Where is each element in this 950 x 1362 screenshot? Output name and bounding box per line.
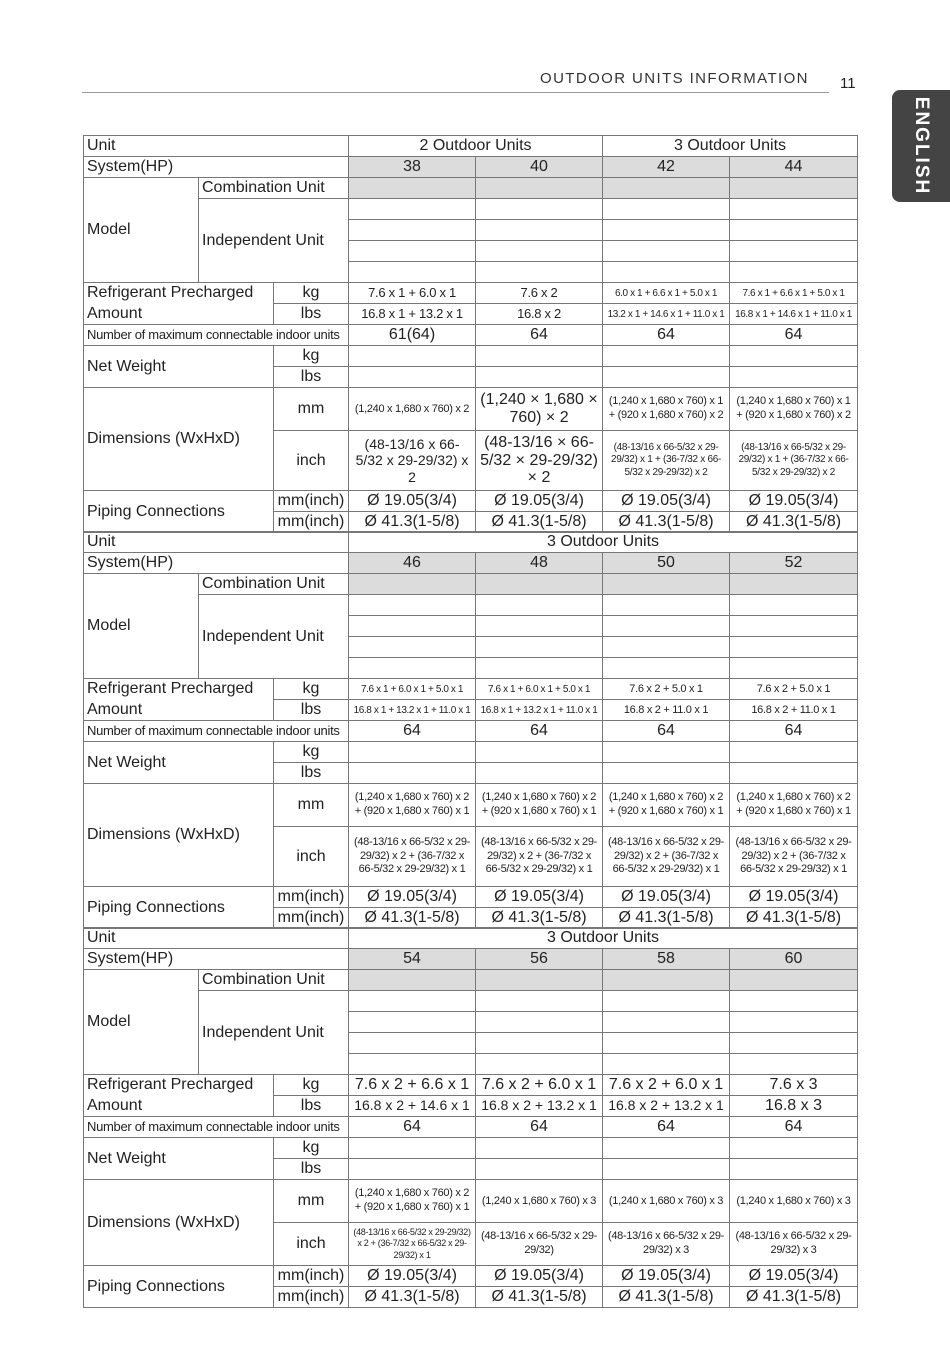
unit-mm-label: mm: [274, 388, 349, 431]
unit-mm-inch-label: mm(inch): [274, 1266, 349, 1287]
unit-mm-inch-label: mm(inch): [274, 512, 349, 533]
unit-kg-label: kg: [274, 1138, 349, 1159]
independent-unit-label: Independent Unit: [199, 595, 349, 679]
dimension-mm-value: (1,240 x 1,680 x 760) x 3: [730, 1180, 858, 1223]
piping-value: Ø 19.05(3/4): [476, 1266, 603, 1287]
page-number: 11: [840, 75, 856, 92]
empty-cell: [349, 637, 476, 658]
unit-mm-inch-label: mm(inch): [274, 908, 349, 929]
max-indoor-units-label: Number of maximum connectable indoor units: [84, 1117, 349, 1138]
empty-cell: [603, 763, 730, 784]
refrigerant-kg-value: 7.6 x 2 + 5.0 x 1: [603, 679, 730, 700]
max-indoor-value: 64: [730, 721, 858, 742]
unit-group-header: 3 Outdoor Units: [603, 136, 858, 157]
empty-cell: [476, 1159, 603, 1180]
hp-value: 54: [349, 949, 476, 970]
piping-connections-label: Piping Connections: [84, 1266, 274, 1308]
header-divider: [82, 92, 829, 93]
unit-mm-inch-label: mm(inch): [274, 491, 349, 512]
empty-cell: [349, 367, 476, 388]
piping-value: Ø 41.3(1-5/8): [476, 908, 603, 929]
dimension-mm-value: (1,240 × 1,680 × 760) × 2: [476, 388, 603, 431]
empty-cell: [349, 346, 476, 367]
max-indoor-units-label: Number of maximum connectable indoor units: [84, 721, 349, 742]
empty-cell: [476, 991, 603, 1012]
refrigerant-lbs-value: 16.8 x 1 + 13.2 x 1 + 11.0 x 1: [349, 700, 476, 721]
dimension-mm-value: (1,240 x 1,680 x 760) x 2 + (920 x 1,680 x 760) x 1: [349, 784, 476, 827]
empty-cell: [730, 367, 858, 388]
model-label: Model: [84, 178, 199, 283]
max-indoor-value: 64: [603, 325, 730, 346]
empty-cell: [476, 616, 603, 637]
refrigerant-lbs-value: 16.8 x 2: [476, 304, 603, 325]
empty-cell: [349, 178, 476, 199]
empty-cell: [476, 637, 603, 658]
piping-value: Ø 19.05(3/4): [730, 1266, 858, 1287]
spec-table-3: [83, 927, 858, 1308]
piping-value: Ø 41.3(1-5/8): [476, 512, 603, 533]
empty-cell: [349, 262, 476, 283]
max-indoor-value: 64: [349, 1117, 476, 1138]
empty-cell: [349, 574, 476, 595]
empty-cell: [603, 991, 730, 1012]
empty-cell: [603, 178, 730, 199]
empty-cell: [730, 595, 858, 616]
empty-cell: [730, 637, 858, 658]
empty-cell: [349, 1033, 476, 1054]
empty-cell: [730, 220, 858, 241]
refrigerant-lbs-value: 13.2 x 1 + 14.6 x 1 + 11.0 x 1: [603, 304, 730, 325]
empty-cell: [349, 241, 476, 262]
empty-cell: [476, 241, 603, 262]
empty-cell: [730, 742, 858, 763]
hp-value: 48: [476, 553, 603, 574]
empty-cell: [603, 220, 730, 241]
refrigerant-label: Refrigerant Precharged: [84, 679, 274, 700]
max-indoor-value: 64: [730, 325, 858, 346]
dimension-inch-value: (48-13/16 x 66-5/32 x 29-29/32) x 2: [349, 431, 476, 491]
piping-value: Ø 41.3(1-5/8): [603, 908, 730, 929]
dimension-mm-value: (1,240 x 1,680 x 760) x 2 + (920 x 1,680 x 760) x 1: [476, 784, 603, 827]
dimension-inch-value: (48-13/16 x 66-5/32 x 29-29/32) x 2 + (36-7/32 x 66-5/32 x 29-29/32) x 1: [349, 827, 476, 887]
empty-cell: [730, 574, 858, 595]
empty-cell: [476, 658, 603, 679]
empty-cell: [603, 346, 730, 367]
empty-cell: [476, 970, 603, 991]
piping-connections-label: Piping Connections: [84, 491, 274, 533]
dimension-mm-value: (1,240 x 1,680 x 760) x 2 + (920 x 1,680 x 760) x 1: [349, 1180, 476, 1223]
combination-unit-label: Combination Unit: [199, 970, 349, 991]
empty-cell: [349, 1054, 476, 1075]
max-indoor-value: 61(64): [349, 325, 476, 346]
piping-value: Ø 19.05(3/4): [349, 1266, 476, 1287]
unit-kg-label: kg: [274, 742, 349, 763]
dimension-mm-value: (1,240 x 1,680 x 760) x 1 + (920 x 1,680 x 760) x 2: [730, 388, 858, 431]
unit-lbs-label: lbs: [274, 1159, 349, 1180]
unit-mm-inch-label: mm(inch): [274, 887, 349, 908]
unit-label: Unit: [84, 136, 349, 157]
refrigerant-amount-label: Amount: [84, 304, 274, 325]
independent-unit-label: Independent Unit: [199, 199, 349, 283]
combination-unit-label: Combination Unit: [199, 178, 349, 199]
refrigerant-kg-value: 6.0 x 1 + 6.6 x 1 + 5.0 x 1: [603, 283, 730, 304]
spec-table-1: [83, 135, 858, 533]
max-indoor-value: 64: [603, 721, 730, 742]
refrigerant-lbs-value: 16.8 x 2 + 13.2 x 1: [476, 1096, 603, 1117]
dimension-inch-value: (48-13/16 x 66-5/32 x 29-29/32) x 3: [730, 1223, 858, 1266]
dimension-inch-value: (48-13/16 × 66-5/32 × 29-29/32) × 2: [476, 431, 603, 491]
unit-inch-label: inch: [274, 827, 349, 887]
empty-cell: [349, 742, 476, 763]
empty-cell: [603, 574, 730, 595]
empty-cell: [476, 199, 603, 220]
independent-unit-label: Independent Unit: [199, 991, 349, 1075]
empty-cell: [349, 1012, 476, 1033]
piping-value: Ø 41.3(1-5/8): [730, 512, 858, 533]
piping-value: Ø 41.3(1-5/8): [730, 908, 858, 929]
dimension-mm-value: (1,240 x 1,680 x 760) x 2 + (920 x 1,680 x 760) x 1: [730, 784, 858, 827]
model-label: Model: [84, 574, 199, 679]
unit-kg-label: kg: [274, 679, 349, 700]
empty-cell: [730, 1159, 858, 1180]
empty-cell: [730, 1012, 858, 1033]
piping-value: Ø 41.3(1-5/8): [349, 1287, 476, 1308]
refrigerant-kg-value: 7.6 x 2: [476, 283, 603, 304]
empty-cell: [603, 616, 730, 637]
unit-lbs-label: lbs: [274, 700, 349, 721]
unit-group-header: 3 Outdoor Units: [349, 532, 858, 553]
empty-cell: [349, 616, 476, 637]
piping-value: Ø 41.3(1-5/8): [476, 1287, 603, 1308]
empty-cell: [603, 742, 730, 763]
empty-cell: [349, 199, 476, 220]
empty-cell: [603, 637, 730, 658]
unit-inch-label: inch: [274, 431, 349, 491]
empty-cell: [603, 1138, 730, 1159]
language-tab-label: ENGLISH: [911, 96, 932, 196]
unit-label: Unit: [84, 532, 349, 553]
empty-cell: [730, 1033, 858, 1054]
dimension-inch-value: (48-13/16 x 66-5/32 x 29-29/32) x 1 + (36-7/32 x 66-5/32 x 29-29/32) x 2: [730, 431, 858, 491]
empty-cell: [476, 367, 603, 388]
piping-value: Ø 41.3(1-5/8): [349, 512, 476, 533]
dimensions-label: Dimensions (WxHxD): [84, 784, 274, 887]
model-label: Model: [84, 970, 199, 1075]
empty-cell: [603, 241, 730, 262]
refrigerant-lbs-value: 16.8 x 2 + 13.2 x 1: [603, 1096, 730, 1117]
refrigerant-lbs-value: 16.8 x 2 + 14.6 x 1: [349, 1096, 476, 1117]
dimension-mm-value: (1,240 x 1,680 x 760) x 3: [603, 1180, 730, 1223]
empty-cell: [476, 220, 603, 241]
dimension-inch-value: (48-13/16 x 66-5/32 x 29-29/32) x 2 + (36-7/32 x 66-5/32 x 29-29/32) x 1: [349, 1223, 476, 1266]
piping-connections-label: Piping Connections: [84, 887, 274, 929]
empty-cell: [349, 991, 476, 1012]
empty-cell: [730, 1138, 858, 1159]
dimension-inch-value: (48-13/16 x 66-5/32 x 29-29/32) x 3: [603, 1223, 730, 1266]
max-indoor-value: 64: [476, 721, 603, 742]
refrigerant-kg-value: 7.6 x 1 + 6.0 x 1 + 5.0 x 1: [349, 679, 476, 700]
language-tab: [892, 90, 950, 202]
unit-kg-label: kg: [274, 346, 349, 367]
empty-cell: [730, 241, 858, 262]
refrigerant-kg-value: 7.6 x 1 + 6.0 x 1 + 5.0 x 1: [476, 679, 603, 700]
empty-cell: [603, 1033, 730, 1054]
piping-value: Ø 41.3(1-5/8): [603, 512, 730, 533]
piping-value: Ø 19.05(3/4): [349, 491, 476, 512]
unit-group-header: 2 Outdoor Units: [349, 136, 603, 157]
empty-cell: [476, 178, 603, 199]
dimension-mm-value: (1,240 x 1,680 x 760) x 2 + (920 x 1,680 x 760) x 1: [603, 784, 730, 827]
empty-cell: [349, 595, 476, 616]
refrigerant-amount-label: Amount: [84, 1096, 274, 1117]
refrigerant-kg-value: 7.6 x 3: [730, 1075, 858, 1096]
spec-table-2: [83, 531, 858, 929]
empty-cell: [730, 178, 858, 199]
piping-value: Ø 19.05(3/4): [603, 1266, 730, 1287]
hp-value: 56: [476, 949, 603, 970]
system-hp-label: System(HP): [84, 949, 349, 970]
empty-cell: [730, 970, 858, 991]
hp-value: 52: [730, 553, 858, 574]
net-weight-label: Net Weight: [84, 742, 274, 784]
unit-group-header: 3 Outdoor Units: [349, 928, 858, 949]
piping-value: Ø 19.05(3/4): [603, 491, 730, 512]
refrigerant-lbs-value: 16.8 x 2 + 11.0 x 1: [603, 700, 730, 721]
max-indoor-value: 64: [730, 1117, 858, 1138]
hp-value: 38: [349, 157, 476, 178]
piping-value: Ø 19.05(3/4): [603, 887, 730, 908]
empty-cell: [730, 658, 858, 679]
empty-cell: [476, 1138, 603, 1159]
unit-inch-label: inch: [274, 1223, 349, 1266]
piping-value: Ø 19.05(3/4): [476, 491, 603, 512]
empty-cell: [603, 262, 730, 283]
empty-cell: [603, 199, 730, 220]
unit-lbs-label: lbs: [274, 304, 349, 325]
empty-cell: [476, 574, 603, 595]
unit-label: Unit: [84, 928, 349, 949]
empty-cell: [730, 991, 858, 1012]
refrigerant-lbs-value: 16.8 x 3: [730, 1096, 858, 1117]
unit-kg-label: kg: [274, 1075, 349, 1096]
max-indoor-value: 64: [349, 721, 476, 742]
empty-cell: [603, 367, 730, 388]
net-weight-label: Net Weight: [84, 1138, 274, 1180]
empty-cell: [476, 595, 603, 616]
empty-cell: [349, 1159, 476, 1180]
dimension-mm-value: (1,240 x 1,680 x 760) x 3: [476, 1180, 603, 1223]
unit-lbs-label: lbs: [274, 1096, 349, 1117]
unit-kg-label: kg: [274, 283, 349, 304]
empty-cell: [476, 346, 603, 367]
piping-value: Ø 19.05(3/4): [476, 887, 603, 908]
unit-mm-label: mm: [274, 1180, 349, 1223]
dimension-inch-value: (48-13/16 x 66-5/32 x 29-29/32) x 2 + (36-7/32 x 66-5/32 x 29-29/32) x 1: [730, 827, 858, 887]
unit-lbs-label: lbs: [274, 367, 349, 388]
dimension-mm-value: (1,240 x 1,680 x 760) x 1 + (920 x 1,680 x 760) x 2: [603, 388, 730, 431]
refrigerant-amount-label: Amount: [84, 700, 274, 721]
hp-value: 46: [349, 553, 476, 574]
empty-cell: [476, 1012, 603, 1033]
max-indoor-value: 64: [476, 1117, 603, 1138]
empty-cell: [603, 595, 730, 616]
empty-cell: [730, 763, 858, 784]
max-indoor-units-label: Number of maximum connectable indoor units: [84, 325, 349, 346]
refrigerant-lbs-value: 16.8 x 2 + 11.0 x 1: [730, 700, 858, 721]
piping-value: Ø 19.05(3/4): [730, 491, 858, 512]
combination-unit-label: Combination Unit: [199, 574, 349, 595]
unit-lbs-label: lbs: [274, 763, 349, 784]
dimension-inch-value: (48-13/16 x 66-5/32 x 29-29/32) x 2 + (36-7/32 x 66-5/32 x 29-29/32) x 1: [603, 827, 730, 887]
piping-value: Ø 41.3(1-5/8): [603, 1287, 730, 1308]
dimension-mm-value: (1,240 x 1,680 x 760) x 2: [349, 388, 476, 431]
empty-cell: [603, 970, 730, 991]
net-weight-label: Net Weight: [84, 346, 274, 388]
refrigerant-kg-value: 7.6 x 1 + 6.6 x 1 + 5.0 x 1: [730, 283, 858, 304]
max-indoor-value: 64: [603, 1117, 730, 1138]
piping-value: Ø 19.05(3/4): [349, 887, 476, 908]
refrigerant-label: Refrigerant Precharged: [84, 1075, 274, 1096]
empty-cell: [730, 616, 858, 637]
refrigerant-lbs-value: 16.8 x 1 + 13.2 x 1 + 11.0 x 1: [476, 700, 603, 721]
dimensions-label: Dimensions (WxHxD): [84, 1180, 274, 1266]
unit-mm-inch-label: mm(inch): [274, 1287, 349, 1308]
empty-cell: [730, 1054, 858, 1075]
empty-cell: [476, 763, 603, 784]
empty-cell: [603, 1054, 730, 1075]
refrigerant-lbs-value: 16.8 x 1 + 13.2 x 1: [349, 304, 476, 325]
hp-value: 42: [603, 157, 730, 178]
max-indoor-value: 64: [476, 325, 603, 346]
empty-cell: [730, 262, 858, 283]
empty-cell: [349, 970, 476, 991]
piping-value: Ø 19.05(3/4): [730, 887, 858, 908]
empty-cell: [603, 1159, 730, 1180]
page-header-title: OUTDOOR UNITS INFORMATION: [540, 70, 809, 87]
system-hp-label: System(HP): [84, 553, 349, 574]
piping-value: Ø 41.3(1-5/8): [730, 1287, 858, 1308]
piping-value: Ø 41.3(1-5/8): [349, 908, 476, 929]
empty-cell: [476, 1033, 603, 1054]
empty-cell: [476, 742, 603, 763]
empty-cell: [603, 658, 730, 679]
refrigerant-kg-value: 7.6 x 2 + 6.0 x 1: [603, 1075, 730, 1096]
empty-cell: [349, 658, 476, 679]
hp-value: 44: [730, 157, 858, 178]
dimension-inch-value: (48-13/16 x 66-5/32 x 29-29/32) x 1 + (36-7/32 x 66-5/32 x 29-29/32) x 2: [603, 431, 730, 491]
dimensions-label: Dimensions (WxHxD): [84, 388, 274, 491]
refrigerant-kg-value: 7.6 x 2 + 6.6 x 1: [349, 1075, 476, 1096]
hp-value: 50: [603, 553, 730, 574]
empty-cell: [730, 199, 858, 220]
dimension-inch-value: (48-13/16 x 66-5/32 x 29-29/32): [476, 1223, 603, 1266]
empty-cell: [476, 262, 603, 283]
refrigerant-lbs-value: 16.8 x 1 + 14.6 x 1 + 11.0 x 1: [730, 304, 858, 325]
hp-value: 58: [603, 949, 730, 970]
hp-value: 60: [730, 949, 858, 970]
hp-value: 40: [476, 157, 603, 178]
unit-mm-label: mm: [274, 784, 349, 827]
empty-cell: [349, 220, 476, 241]
refrigerant-kg-value: 7.6 x 2 + 6.0 x 1: [476, 1075, 603, 1096]
dimension-inch-value: (48-13/16 x 66-5/32 x 29-29/32) x 2 + (36-7/32 x 66-5/32 x 29-29/32) x 1: [476, 827, 603, 887]
refrigerant-label: Refrigerant Precharged: [84, 283, 274, 304]
empty-cell: [349, 763, 476, 784]
empty-cell: [730, 346, 858, 367]
empty-cell: [476, 1054, 603, 1075]
system-hp-label: System(HP): [84, 157, 349, 178]
empty-cell: [349, 1138, 476, 1159]
empty-cell: [603, 1012, 730, 1033]
refrigerant-kg-value: 7.6 x 1 + 6.0 x 1: [349, 283, 476, 304]
refrigerant-kg-value: 7.6 x 2 + 5.0 x 1: [730, 679, 858, 700]
